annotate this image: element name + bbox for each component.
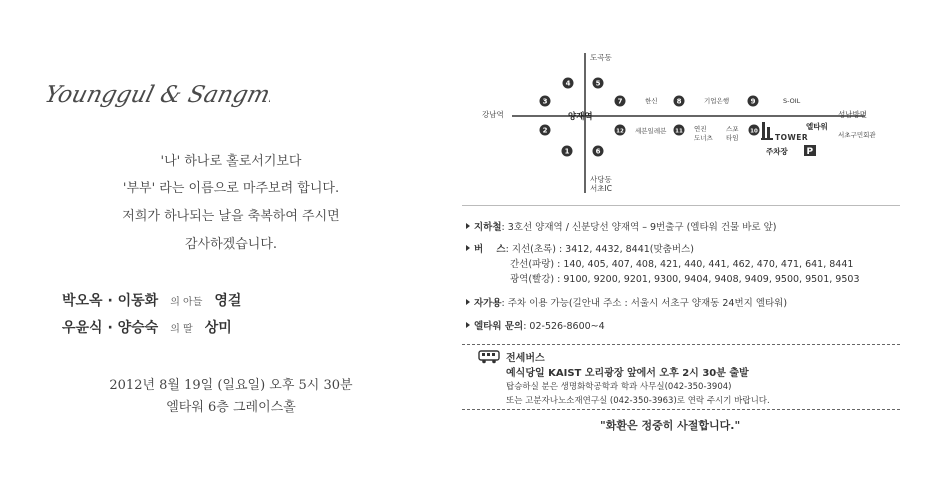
marker-label-3: 3 (542, 97, 548, 106)
label-sportstime: 스포 타임 (726, 125, 739, 142)
label-yangjae: 양재역 (568, 112, 593, 122)
groom-name: 영걸 (214, 293, 242, 309)
shuttle-divider-top (462, 344, 900, 345)
poem-line-4: 감사하겠습니다. (184, 237, 278, 252)
car-text: : 주차 이용 가능(길안내 주소 : 서울시 서초구 양재동 24번지 엘타워) (501, 298, 788, 309)
bullet-arrow-icon (466, 322, 470, 328)
shuttle-main: 예식당일 KAIST 오리광장 앞에서 오후 2시 30분 출발 (506, 368, 749, 379)
bullet-arrow-icon (466, 223, 470, 229)
bus-line-1: : 지선(초록) : 3412, 4432, 8441(맞춤버스) (505, 244, 694, 255)
parking-letter: P (806, 147, 814, 157)
bus-label: 버 스 (474, 244, 506, 255)
label-tower-logo: TOWER (775, 133, 809, 142)
groom-parents: 박오옥 · 이동화 (62, 293, 159, 309)
car-label: 자가용 (474, 298, 502, 309)
marker-label-6: 6 (595, 147, 601, 156)
signature-script (45, 72, 270, 116)
poem-line-1: '나' 하나로 홀로서기보다 (160, 154, 302, 169)
bride-name: 상미 (204, 320, 232, 336)
bus-line-3: 광역(빨강) : 9100, 9200, 9201, 9300, 9404, 9408, 9409, 9500, 9501, 9503 (510, 274, 860, 285)
marker-label-12: 12 (616, 128, 624, 135)
bus-info (466, 241, 694, 255)
inquiry-info (466, 318, 605, 332)
bullet-arrow-icon (466, 245, 470, 251)
shuttle-contact-2: 또는 고분자나노소재연구실 (042-350-3963)로 연락 주시기 바랍니다. (506, 396, 770, 406)
label-seongnam: 성남방면 (838, 110, 867, 119)
inquiry-text: : 02-526-8600~4 (523, 321, 605, 332)
marker-label-2: 2 (542, 126, 548, 135)
label-gangnam: 강남역 (482, 110, 504, 119)
label-sadang: 사당동 서초IC (590, 175, 612, 193)
label-seocho-hall: 서초구민회관 (838, 131, 876, 139)
eltower-building-icon (761, 122, 773, 140)
label-soil: S-OIL (783, 97, 801, 105)
subway-info (466, 219, 776, 233)
label-dogok: 도곡동 (590, 53, 612, 62)
marker-label-1: 1 (564, 147, 570, 156)
bride-parents: 우윤식 · 양승숙 (62, 320, 159, 336)
bride-relation: 의 딸 (170, 324, 193, 335)
divider-top (462, 205, 900, 206)
label-parking: 주차장 (766, 147, 788, 156)
bride-family-line (62, 317, 232, 337)
groom-family-line (62, 290, 241, 310)
marker-label-11: 11 (675, 128, 683, 135)
bus-icon (478, 349, 500, 368)
marker-label-10: 10 (750, 128, 758, 135)
label-hanshin: 한신 (645, 97, 658, 105)
inquiry-label: 엘타워 문의 (474, 321, 524, 332)
groom-relation: 의 아들 (170, 297, 203, 308)
label-yeonjin: 연진 도너츠 (694, 125, 713, 142)
signature-logo (45, 72, 270, 116)
shuttle-contact-1: 탑승하실 분은 생명화학공학과 학과 사무실(042-350-3904) (506, 382, 732, 392)
bullet-arrow-icon (466, 299, 470, 305)
wedding-venue: 엘타워 6층 그레이스홀 (166, 400, 296, 415)
marker-label-7: 7 (617, 97, 623, 106)
label-eltower: 엘타워 (806, 122, 828, 131)
wedding-datetime: 2012년 8월 19일 (일요일) 오후 5시 30분 (109, 378, 353, 393)
closing-note: "화환은 정중히 사절합니다." (600, 419, 741, 432)
marker-label-4: 4 (565, 79, 571, 88)
svg-text:Younggul & Sangmi: Younggul & Sangmi (45, 80, 270, 108)
poem-line-2: '부부' 라는 이름으로 마주보려 합니다. (122, 181, 340, 196)
label-ibk: 기업은행 (704, 97, 730, 105)
marker-label-5: 5 (595, 79, 601, 88)
label-7eleven: 세븐일레븐 (635, 127, 667, 135)
subway-text: : 3호선 양재역 / 신분당선 양재역 – 9번출구 (엘타워 건물 바로 앞) (501, 222, 777, 233)
marker-label-9: 9 (750, 97, 756, 106)
bus-line-2: 간선(파랑) : 140, 405, 407, 408, 421, 440, 441, 462, 470, 471, 641, 8441 (510, 259, 854, 270)
poem-line-3: 저희가 하나되는 날을 축복하여 주시면 (122, 209, 340, 224)
car-info (466, 295, 787, 309)
shuttle-divider-bottom (462, 409, 900, 410)
subway-label: 지하철 (474, 222, 502, 233)
location-map (470, 48, 900, 208)
shuttle-title: 전세버스 (506, 353, 545, 364)
marker-label-8: 8 (676, 97, 682, 106)
